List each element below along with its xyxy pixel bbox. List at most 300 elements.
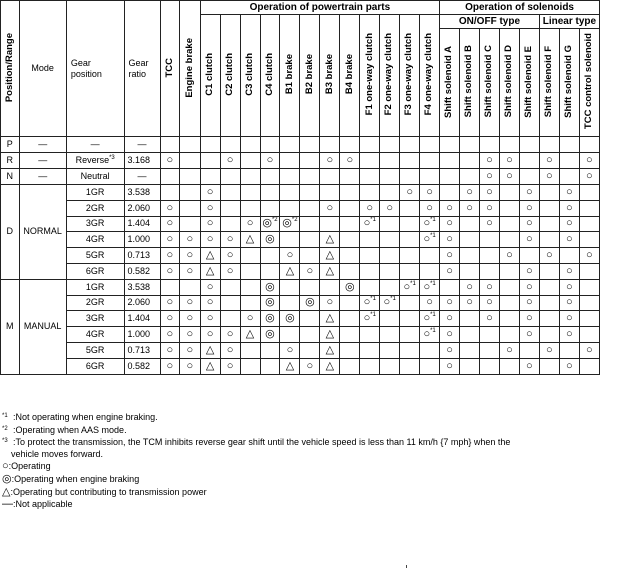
status-cell — [400, 200, 420, 216]
status-cell — [559, 185, 579, 201]
header-powertrain-8-label: B4 brake — [343, 54, 355, 95]
header-gear-ratio: Gear ratio — [124, 1, 160, 137]
header-powertrain-12-label: F4 one-way clutch — [423, 33, 435, 116]
status-cell — [260, 263, 280, 279]
cell-symbol: ○ — [363, 312, 371, 325]
status-cell — [499, 200, 519, 216]
status-cell — [200, 311, 220, 327]
status-cell — [559, 358, 579, 374]
status-cell — [499, 169, 519, 185]
status-cell — [200, 169, 220, 185]
gear-position-cell: 2GR — [66, 295, 124, 311]
status-cell — [320, 327, 340, 343]
status-cell — [400, 358, 420, 374]
cell-symbol: ○ — [486, 217, 493, 230]
cell-symbol: ○ — [546, 170, 553, 182]
cell-symbol: △ — [245, 328, 255, 341]
cell-symbol: ○ — [166, 249, 174, 262]
status-cell — [420, 200, 440, 216]
status-cell — [499, 295, 519, 311]
status-cell — [360, 263, 380, 279]
status-cell — [180, 169, 201, 185]
cell-symbol: ○ — [166, 233, 174, 246]
legend-item-2 — [2, 473, 602, 486]
status-cell — [180, 248, 201, 264]
status-cell — [420, 185, 440, 201]
cell-symbol: ○ — [546, 249, 553, 262]
status-cell — [539, 216, 559, 232]
cell-symbol: ○ — [226, 328, 234, 341]
status-cell — [579, 137, 599, 153]
header-powertrain-5 — [280, 15, 300, 137]
table-row — [1, 137, 600, 153]
status-cell — [300, 311, 320, 327]
status-cell — [220, 311, 240, 327]
gear-ratio-cell: — — [124, 137, 160, 153]
status-cell — [400, 232, 420, 248]
status-cell — [360, 169, 380, 185]
cell-symbol: ○ — [586, 343, 593, 356]
cell-footnote-mark: *1 — [430, 312, 436, 319]
cell-symbol: ○ — [526, 217, 533, 230]
status-cell — [499, 232, 519, 248]
cell-footnote-mark: *1 — [370, 312, 376, 319]
status-cell — [220, 232, 240, 248]
status-cell — [200, 327, 220, 343]
status-cell — [480, 137, 500, 153]
cell-symbol: ○ — [226, 343, 234, 356]
legend-item-4 — [2, 498, 602, 511]
gear-position-cell: 4GR — [66, 327, 124, 343]
status-cell — [420, 311, 440, 327]
status-cell — [460, 342, 480, 358]
status-cell — [160, 279, 180, 295]
header-powertrain-1-label: C1 clutch — [203, 53, 215, 96]
status-cell — [160, 169, 180, 185]
cell-symbol: ◎ — [265, 280, 275, 293]
header-powertrain-7-label: B3 brake — [323, 54, 335, 95]
status-cell — [280, 295, 300, 311]
status-cell — [180, 311, 201, 327]
status-cell — [300, 342, 320, 358]
status-cell — [480, 358, 500, 374]
table-row — [1, 185, 600, 201]
gear-ratio-cell: 2.060 — [124, 295, 160, 311]
cell-symbol: ○ — [466, 201, 473, 214]
header-engine-brake — [180, 1, 201, 137]
gear-position-cell: 6GR — [66, 263, 124, 279]
status-cell — [559, 311, 579, 327]
cell-footnote-mark: *2 — [271, 217, 278, 224]
status-cell — [519, 169, 539, 185]
gear-position-cell: 3GR — [66, 311, 124, 327]
status-cell — [220, 358, 240, 374]
cell-symbol: ○ — [226, 264, 234, 277]
table-row — [1, 232, 600, 248]
status-cell — [200, 342, 220, 358]
header-onoff-solenoid-3-label: Shift solenoid C — [483, 45, 495, 118]
status-cell — [539, 153, 559, 169]
status-cell — [499, 137, 519, 153]
status-cell — [320, 279, 340, 295]
status-cell — [420, 342, 440, 358]
status-cell — [519, 295, 539, 311]
cell-footnote-mark: *1 — [410, 280, 416, 287]
status-cell — [460, 279, 480, 295]
status-cell — [440, 279, 460, 295]
gear-position-cell: 5GR — [66, 342, 124, 358]
status-cell — [480, 232, 500, 248]
cell-symbol: ○ — [446, 217, 453, 230]
status-cell — [160, 185, 180, 201]
cell-symbol: ◎ — [282, 217, 292, 230]
table-row — [1, 311, 600, 327]
cell-symbol: ○ — [565, 264, 573, 277]
status-cell — [460, 311, 480, 327]
status-cell — [559, 342, 579, 358]
gear-position-cell: 1GR — [66, 279, 124, 295]
cell-symbol: ○ — [586, 154, 593, 166]
status-cell — [480, 263, 500, 279]
cell-symbol: ○ — [306, 264, 314, 277]
cell-symbol: ○ — [565, 312, 573, 325]
status-cell — [300, 327, 320, 343]
status-cell — [579, 342, 599, 358]
cell-symbol: △ — [325, 343, 335, 356]
status-cell — [200, 232, 220, 248]
cell-symbol: ○ — [446, 233, 453, 246]
status-cell — [160, 137, 180, 153]
cell-footnote-mark: *1 — [430, 217, 436, 224]
cell-footnote-mark: *1 — [430, 280, 436, 287]
cell-symbol: ○ — [186, 359, 194, 372]
status-cell — [519, 248, 539, 264]
gear-ratio-cell: 3.538 — [124, 279, 160, 295]
status-cell — [200, 248, 220, 264]
status-cell — [240, 216, 260, 232]
status-cell — [340, 279, 360, 295]
cell-symbol: ○ — [446, 201, 453, 214]
header-powertrain-2-label: C2 clutch — [223, 53, 235, 96]
header-onoff-solenoid-2 — [460, 29, 480, 137]
status-cell — [340, 327, 360, 343]
header-onoff-solenoid-4-label: Shift solenoid D — [503, 45, 515, 118]
status-cell — [160, 342, 180, 358]
status-cell — [320, 295, 340, 311]
page-mark — [406, 565, 407, 568]
status-cell — [519, 200, 539, 216]
status-cell — [320, 216, 340, 232]
status-cell — [340, 311, 360, 327]
status-cell — [579, 311, 599, 327]
footnote-mark: *3 — [2, 438, 8, 445]
status-cell — [420, 358, 440, 374]
cell-symbol: ○ — [406, 185, 413, 198]
table-row — [1, 295, 600, 311]
header-engine-brake-label: Engine brake — [183, 37, 195, 98]
status-cell — [280, 153, 300, 169]
cell-footnote-mark: *2 — [291, 217, 298, 224]
status-cell — [160, 248, 180, 264]
status-cell — [280, 248, 300, 264]
status-cell — [400, 248, 420, 264]
cell-symbol: ○ — [326, 296, 334, 309]
status-cell — [160, 311, 180, 327]
status-cell — [340, 342, 360, 358]
status-cell — [160, 216, 180, 232]
table-row — [1, 200, 600, 216]
status-cell — [180, 137, 201, 153]
cell-symbol: ○ — [186, 343, 194, 356]
status-cell — [480, 279, 500, 295]
status-cell — [499, 263, 519, 279]
status-cell — [180, 232, 201, 248]
status-cell — [240, 185, 260, 201]
status-cell — [440, 200, 460, 216]
status-cell — [400, 263, 420, 279]
status-cell — [280, 169, 300, 185]
status-cell — [400, 311, 420, 327]
cell-symbol: ○ — [546, 343, 553, 356]
status-cell — [260, 232, 280, 248]
status-cell — [220, 279, 240, 295]
status-cell — [559, 327, 579, 343]
footnotes — [2, 411, 602, 511]
status-cell — [320, 200, 340, 216]
cell-symbol: ○ — [546, 154, 553, 166]
status-cell — [240, 169, 260, 185]
cell-symbol: ○ — [526, 264, 533, 277]
status-cell — [360, 279, 380, 295]
footnote-text: :To protect the transmission, the TCM inhibits reverse gear shift until the vehicle speed is less than 11 km/h {7 mph} when the — [13, 437, 511, 448]
status-cell — [220, 248, 240, 264]
status-cell — [320, 358, 340, 374]
status-cell — [260, 358, 280, 374]
gear-ratio-cell: 2.060 — [124, 200, 160, 216]
header-onoff-solenoid-5 — [519, 29, 539, 137]
mode-cell: — — [19, 169, 66, 185]
status-cell — [380, 169, 400, 185]
cell-symbol: △ — [245, 233, 255, 246]
cell-symbol: ○ — [266, 154, 274, 166]
cell-symbol: ○ — [363, 217, 371, 230]
cell-footnote-mark: *1 — [390, 296, 396, 303]
cell-symbol: ○ — [466, 185, 473, 198]
status-cell — [300, 263, 320, 279]
cell-symbol: ○ — [486, 170, 493, 182]
status-cell — [380, 295, 400, 311]
cell-symbol: ◎ — [265, 312, 275, 325]
status-cell — [420, 169, 440, 185]
status-cell — [380, 137, 400, 153]
cell-symbol: △ — [285, 359, 295, 372]
gear-position-cell: 2GR — [66, 200, 124, 216]
status-cell — [499, 248, 519, 264]
status-cell — [300, 358, 320, 374]
status-cell — [340, 200, 360, 216]
status-cell — [460, 248, 480, 264]
status-cell — [340, 248, 360, 264]
header-powertrain-9-label: F1 one-way clutch — [363, 33, 375, 116]
header-linear-solenoid-1 — [539, 29, 559, 137]
cell-symbol: ○ — [226, 359, 234, 372]
cell-symbol: ○ — [526, 328, 533, 341]
cell-symbol: ○ — [565, 296, 573, 309]
header-onoff-solenoid-1-label: Shift solenoid A — [443, 45, 455, 118]
cell-symbol: ○ — [586, 170, 593, 182]
header-powertrain-12 — [420, 15, 440, 137]
status-cell — [539, 137, 559, 153]
status-cell — [539, 342, 559, 358]
position-cell: D — [1, 185, 20, 280]
status-cell — [220, 137, 240, 153]
cell-symbol: ○ — [565, 359, 573, 372]
status-cell — [539, 169, 559, 185]
status-cell — [260, 295, 280, 311]
status-cell — [200, 279, 220, 295]
header-powertrain-6 — [300, 15, 320, 137]
status-cell — [320, 137, 340, 153]
header-tcc — [160, 1, 180, 137]
cell-footnote-mark: *1 — [430, 328, 436, 335]
cell-symbol: △ — [205, 264, 215, 277]
status-cell — [200, 295, 220, 311]
status-cell — [280, 232, 300, 248]
status-cell — [400, 153, 420, 169]
cell-symbol: ○ — [206, 201, 214, 214]
footnote-1 — [2, 411, 602, 424]
table-row — [1, 342, 600, 358]
gear-position-cell: 3GR — [66, 216, 124, 232]
status-cell — [559, 263, 579, 279]
status-cell — [519, 342, 539, 358]
legend-text: :Operating but contributing to transmission power — [10, 486, 207, 497]
status-cell — [180, 358, 201, 374]
header-onoff-solenoid-4 — [499, 29, 519, 137]
status-cell — [300, 153, 320, 169]
status-cell — [240, 263, 260, 279]
status-cell — [440, 263, 460, 279]
status-cell — [360, 200, 380, 216]
cell-symbol: ○ — [466, 280, 473, 293]
status-cell — [360, 216, 380, 232]
position-cell: R — [1, 153, 20, 169]
cell-symbol: ○ — [526, 312, 533, 325]
gear-ratio-cell: 0.713 — [124, 248, 160, 264]
cell-symbol: ○ — [486, 280, 493, 293]
cell-symbol: ○ — [326, 201, 334, 214]
status-cell — [559, 248, 579, 264]
cell-symbol: △ — [325, 264, 335, 277]
cell-symbol: △ — [325, 249, 335, 262]
cell-symbol: ○ — [206, 233, 214, 246]
status-cell — [220, 327, 240, 343]
cell-symbol: ○ — [186, 296, 194, 309]
cell-symbol: ○ — [363, 296, 371, 309]
cell-symbol: ○ — [306, 359, 314, 372]
status-cell — [400, 327, 420, 343]
cell-symbol: ○ — [386, 201, 394, 214]
status-cell — [579, 279, 599, 295]
status-cell — [499, 279, 519, 295]
cell-symbol: ○ — [565, 201, 573, 214]
footnote-mark: *1 — [2, 413, 8, 419]
cell-symbol: ○ — [166, 217, 174, 230]
status-cell — [160, 232, 180, 248]
cell-symbol: ○ — [526, 280, 533, 293]
header-powertrain-2 — [220, 15, 240, 137]
gear-ratio-cell: 0.582 — [124, 263, 160, 279]
cell-symbol: ○ — [166, 328, 174, 341]
status-cell — [300, 232, 320, 248]
status-cell — [240, 279, 260, 295]
status-cell — [420, 137, 440, 153]
status-cell — [260, 169, 280, 185]
status-cell — [400, 137, 420, 153]
status-cell — [260, 185, 280, 201]
status-cell — [240, 200, 260, 216]
table-row — [1, 263, 600, 279]
status-cell — [579, 216, 599, 232]
status-cell — [220, 342, 240, 358]
gear-ratio-cell: 3.538 — [124, 185, 160, 201]
status-cell — [340, 137, 360, 153]
status-cell — [559, 169, 579, 185]
status-cell — [320, 232, 340, 248]
cell-symbol: ○ — [186, 233, 194, 246]
status-cell — [440, 327, 460, 343]
status-cell — [380, 311, 400, 327]
status-cell — [380, 342, 400, 358]
status-cell — [180, 327, 201, 343]
header-powertrain-1 — [200, 15, 220, 137]
mode-cell: — — [19, 137, 66, 153]
cell-symbol: ○ — [423, 217, 431, 230]
header-operation-powertrain: Operation of powertrain parts — [200, 1, 439, 15]
status-cell — [380, 200, 400, 216]
gear-position-cell: — — [66, 137, 124, 153]
status-cell — [380, 185, 400, 201]
status-cell — [579, 153, 599, 169]
status-cell — [559, 295, 579, 311]
status-cell — [220, 153, 240, 169]
cell-symbol: ◎ — [305, 296, 315, 309]
status-cell — [260, 200, 280, 216]
status-cell — [559, 279, 579, 295]
cell-symbol: ○ — [565, 217, 573, 230]
status-cell — [340, 358, 360, 374]
status-cell — [280, 137, 300, 153]
cell-symbol: ○ — [423, 328, 431, 341]
footnote-text: :Not operating when engine braking. — [13, 412, 158, 422]
cell-symbol: △ — [205, 249, 215, 262]
status-cell — [160, 200, 180, 216]
table-row — [1, 279, 600, 295]
status-cell — [460, 216, 480, 232]
cell-symbol: ○ — [226, 233, 234, 246]
status-cell — [240, 327, 260, 343]
status-cell — [180, 263, 201, 279]
status-cell — [440, 295, 460, 311]
status-cell — [300, 169, 320, 185]
status-cell — [559, 216, 579, 232]
header-linear-solenoid-2-label: Shift solenoid G — [563, 45, 575, 118]
status-cell — [460, 153, 480, 169]
status-cell — [300, 248, 320, 264]
status-cell — [539, 295, 559, 311]
cell-symbol: ○ — [166, 359, 174, 372]
cell-symbol: ◎ — [265, 233, 275, 246]
